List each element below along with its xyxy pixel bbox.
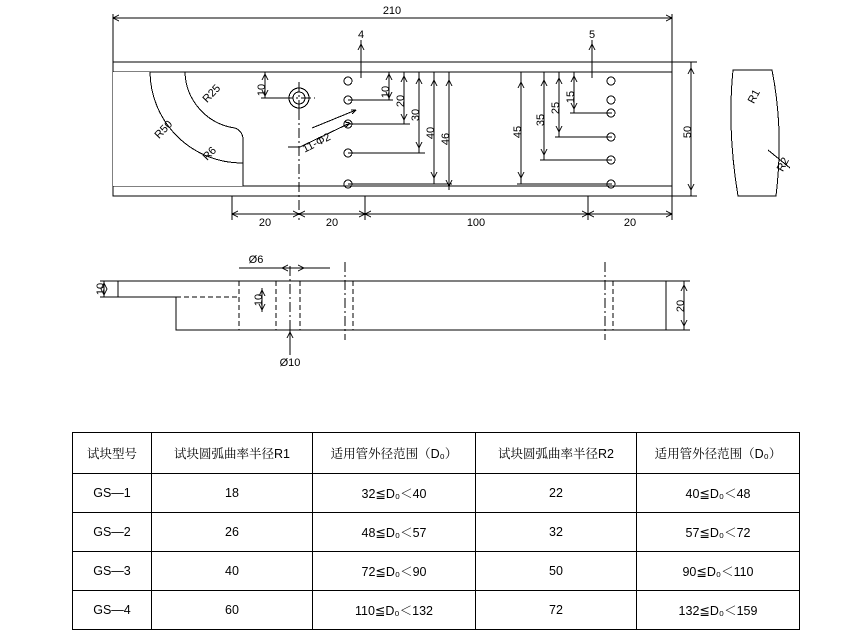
dim-46: 46 xyxy=(440,132,452,146)
cell-range1: 72≦D₀＜90 xyxy=(313,552,476,591)
cell-r2: 72 xyxy=(476,591,637,630)
dim-45: 45 xyxy=(512,125,524,139)
cell-r1: 26 xyxy=(152,513,313,552)
radius-r6: R6 xyxy=(200,144,220,164)
th-radius-r1: 试块圆弧曲率半径R1 xyxy=(152,433,313,474)
specification-table xyxy=(72,432,782,630)
dim-30: 30 xyxy=(410,108,422,122)
dim-front-20-right: 20 xyxy=(675,299,687,313)
cell-range2: 40≦D₀＜48 xyxy=(637,474,800,513)
cell-r1: 18 xyxy=(152,474,313,513)
dim-top-4: 4 xyxy=(357,29,365,41)
table-header-row xyxy=(73,433,800,474)
cell-range2: 57≦D₀＜72 xyxy=(637,513,800,552)
cell-model: GS—4 xyxy=(73,591,152,630)
radius-r50: R50 xyxy=(152,118,176,142)
dim-bottom-20a: 20 xyxy=(258,217,272,229)
dim-25: 25 xyxy=(550,101,562,115)
cell-r1: 60 xyxy=(152,591,313,630)
dim-front-10-inner: 10 xyxy=(253,293,265,307)
th-range-r1: 适用管外径范围（D₀） xyxy=(313,433,476,474)
table-row xyxy=(73,591,800,630)
cell-r2: 32 xyxy=(476,513,637,552)
dim-left-10b: 10 xyxy=(380,85,392,99)
cell-r2: 50 xyxy=(476,552,637,591)
cell-r1: 40 xyxy=(152,552,313,591)
dim-left-10a: 10 xyxy=(256,83,268,97)
table-row xyxy=(73,552,800,591)
dim-front-10-left: 10 xyxy=(95,282,107,296)
dim-20: 20 xyxy=(395,94,407,108)
table-row xyxy=(73,513,800,552)
dim-bottom-20b: 20 xyxy=(325,217,339,229)
radius-r25: R25 xyxy=(200,82,224,106)
dim-bottom-20c: 20 xyxy=(623,217,637,229)
dim-35: 35 xyxy=(535,113,547,127)
cell-model: GS—3 xyxy=(73,552,152,591)
cell-range1: 110≦D₀＜132 xyxy=(313,591,476,630)
dim-40: 40 xyxy=(425,126,437,140)
dim-hole-phi6: Ø6 xyxy=(248,254,264,266)
cell-model: GS—2 xyxy=(73,513,152,552)
table-row xyxy=(73,474,800,513)
cell-model: GS—1 xyxy=(73,474,152,513)
hole-note-11-phi2: 11-Φ2 xyxy=(300,131,333,156)
dim-top-5: 5 xyxy=(588,29,596,41)
label-r2: R2 xyxy=(774,155,792,174)
cell-range2: 90≦D₀＜110 xyxy=(637,552,800,591)
th-radius-r2: 试块圆弧曲率半径R2 xyxy=(476,433,637,474)
cell-r2: 22 xyxy=(476,474,637,513)
dim-height-50: 50 xyxy=(682,125,694,139)
cell-range2: 132≦D₀＜159 xyxy=(637,591,800,630)
cell-range1: 32≦D₀＜40 xyxy=(313,474,476,513)
dim-hole-phi10: Ø10 xyxy=(279,357,301,369)
th-range-r2: 适用管外径范围（D₀） xyxy=(637,433,800,474)
cell-range1: 48≦D₀＜57 xyxy=(313,513,476,552)
dim-overall-length: 210 xyxy=(382,5,402,17)
label-r1: R1 xyxy=(745,87,763,106)
dim-bottom-100: 100 xyxy=(466,217,486,229)
dim-15: 15 xyxy=(565,90,577,104)
th-model: 试块型号 xyxy=(73,433,152,474)
